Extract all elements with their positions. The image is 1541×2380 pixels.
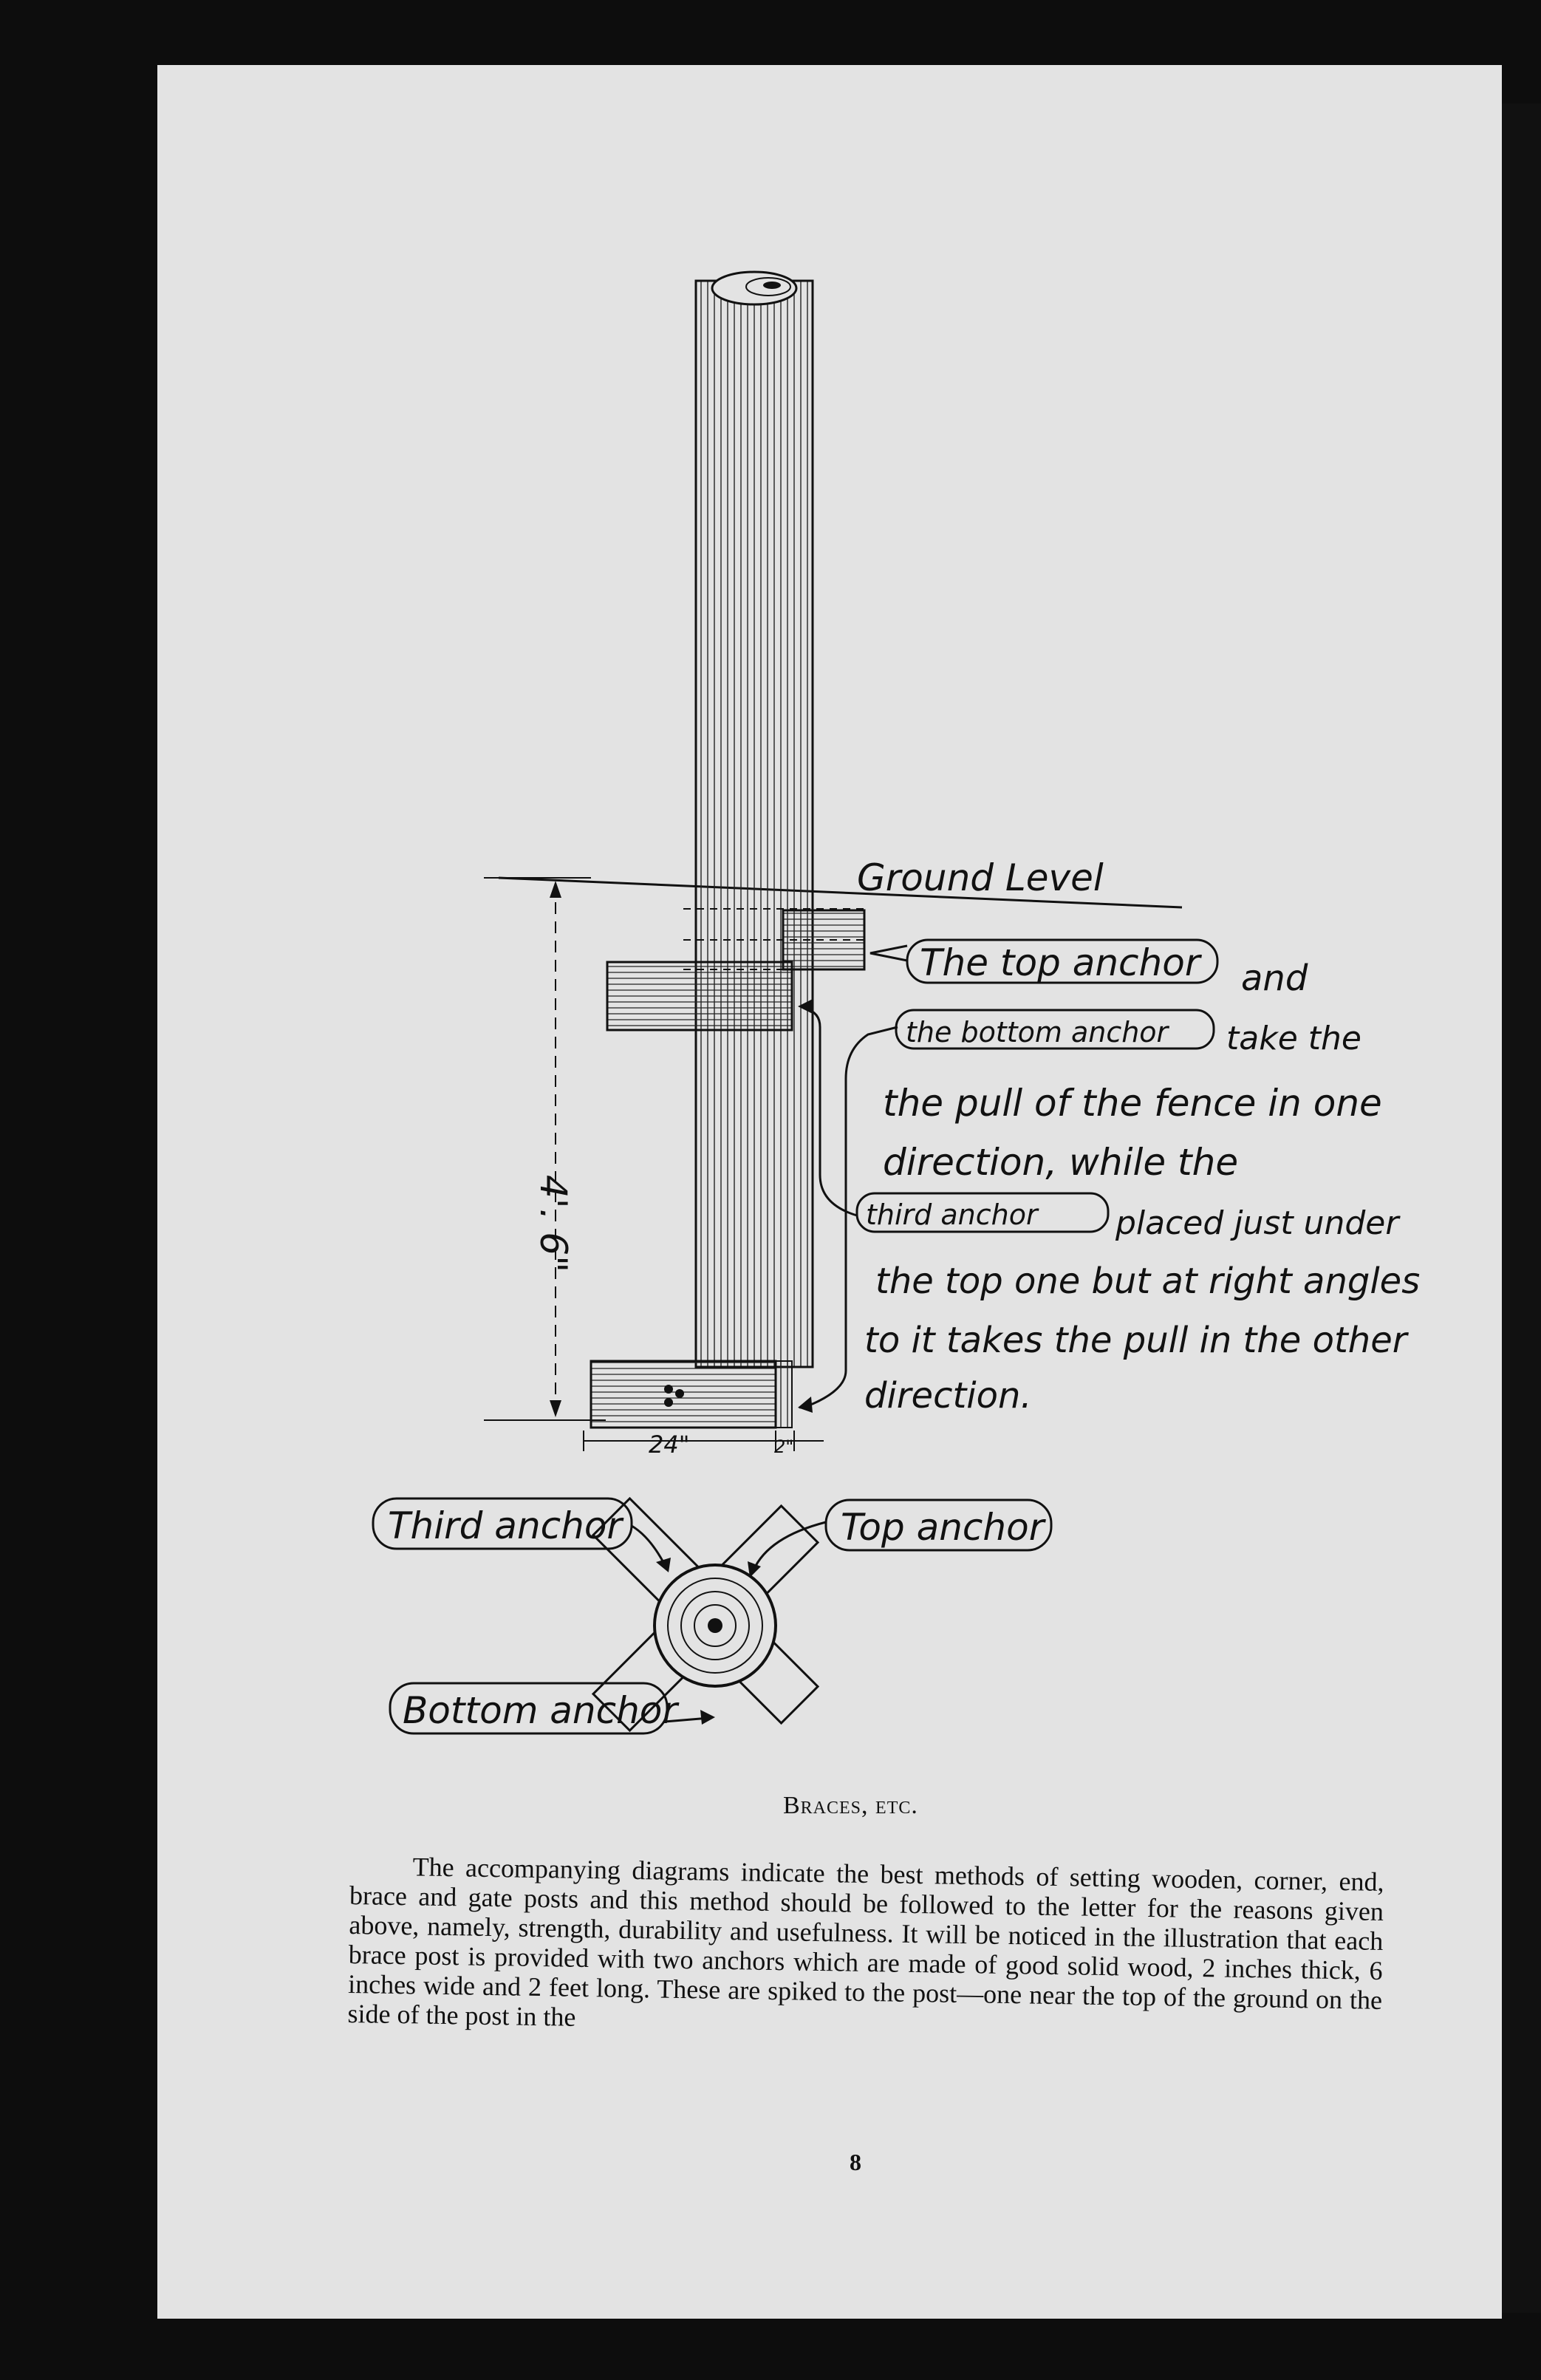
top-anchor: [783, 910, 864, 969]
text-line5: direction.: [864, 1375, 1032, 1416]
pill-top-anchor-text: The top anchor: [920, 941, 1200, 984]
plan-top-text: Top anchor: [841, 1506, 1045, 1549]
page-number: 8: [850, 2149, 861, 2175]
ground-level-label: Ground Level: [857, 856, 1104, 899]
thickness-label: 2": [774, 1436, 794, 1457]
plan-bottom-text: Bottom anchor: [403, 1689, 677, 1732]
section-heading: Braces, etc.: [783, 1792, 918, 1819]
depth-dimension: [484, 878, 606, 1420]
plan-third-text: Third anchor: [388, 1504, 622, 1547]
third-anchor: [607, 962, 792, 1030]
text-line4: to it takes the pull in the other: [864, 1320, 1407, 1361]
pill-bottom-anchor-text: the bottom anchor: [906, 1016, 1169, 1049]
text-line3: the top one but at right angles: [875, 1261, 1421, 1302]
width-label: 24": [649, 1431, 690, 1459]
fence-post: [683, 272, 864, 1367]
text-and: and: [1241, 958, 1308, 999]
text-take-the: take the: [1226, 1020, 1361, 1057]
depth-label: 4'. 6": [532, 1175, 575, 1273]
text-placed: placed just under: [1115, 1204, 1399, 1242]
text-line2: direction, while the: [883, 1141, 1239, 1184]
text-line1: the pull of the fence in one: [883, 1082, 1382, 1125]
callout-top-anchor: [870, 946, 907, 961]
pill-third-anchor-text: third anchor: [866, 1198, 1038, 1231]
body-paragraph: The accompanying diagrams indicate the best methods of setting wooden, corner, end, brace and gate posts and this method should be followed to the letter for the reasons given above, namely, strength, durability and usefulness. It will be noticed in the illustration that each brace post is provided with two anchors which are made of good solid wood, 2 inches thick, 6 inches wide and 2 feet long. These are spiked to the post—one near the top of the ground on the side of the post in the: [347, 1852, 1384, 2032]
